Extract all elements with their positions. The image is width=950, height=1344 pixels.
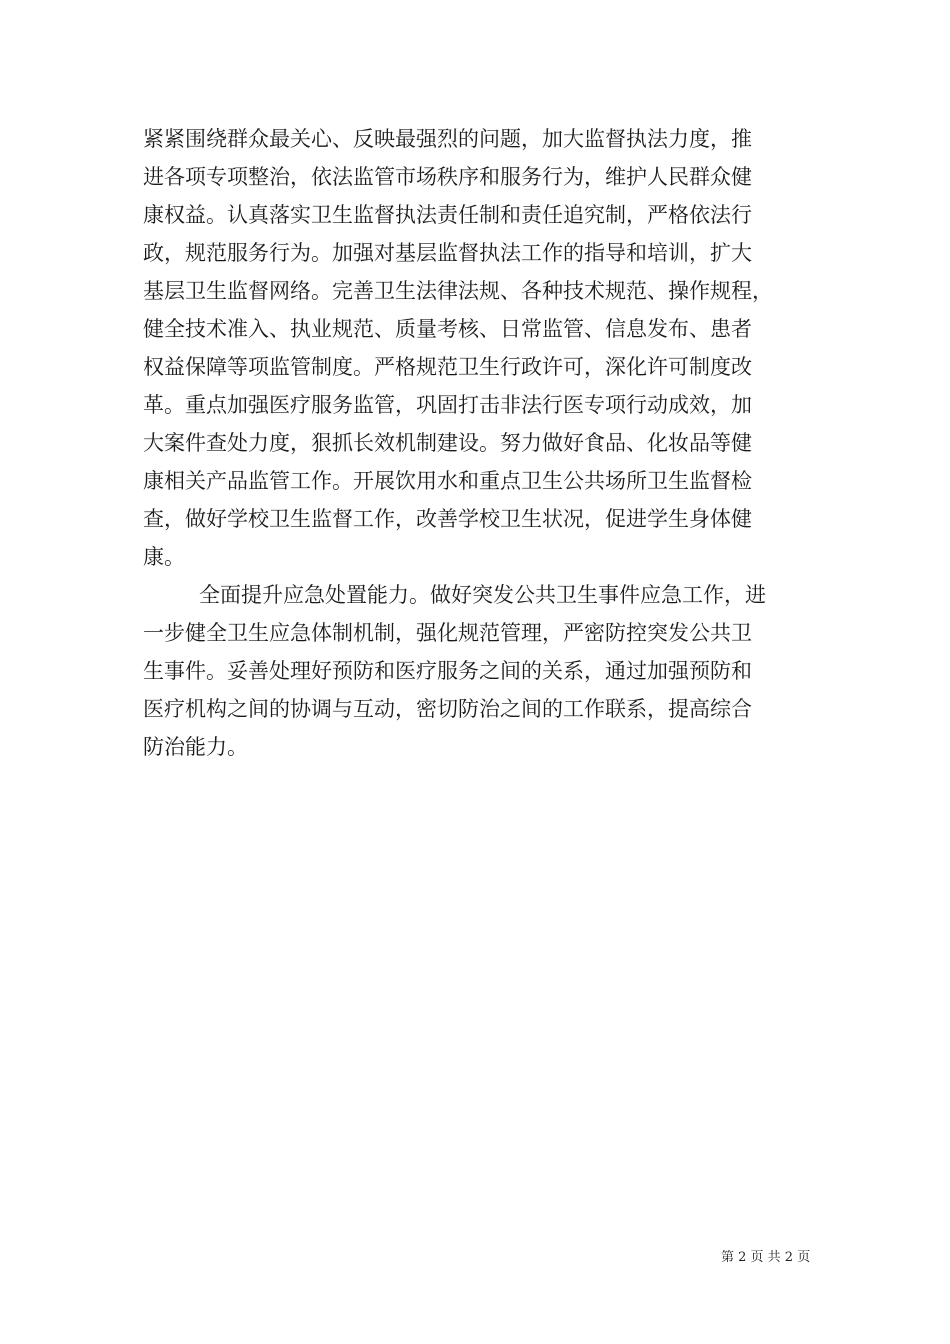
text-line: 全面提升应急处置能力。做好突发公共卫生事件应急工作，进 bbox=[199, 583, 766, 607]
text-line: 进各项专项整治，依法监管市场秩序和服务行为，维护人民群众健 bbox=[143, 165, 752, 189]
text-line: 大案件查处力度，狠抓长效机制建设。努力做好食品、化妆品等健 bbox=[143, 431, 752, 455]
text-line: 医疗机构之间的协调与互动，密切防治之间的工作联系，提高综合 bbox=[143, 697, 752, 721]
paragraph-2 bbox=[143, 576, 833, 766]
text-line: 健全技术准入、执业规范、质量考核、日常监管、信息发布、患者 bbox=[143, 317, 752, 341]
text-line: 防治能力。 bbox=[143, 735, 248, 759]
paragraph-1 bbox=[143, 120, 833, 576]
text-line: 一步健全卫生应急体制机制，强化规范管理，严密防控突发公共卫 bbox=[143, 621, 752, 645]
document-body bbox=[143, 120, 833, 766]
text-line: 革。重点加强医疗服务监管，巩固打击非法行医专项行动成效，加 bbox=[143, 393, 752, 417]
text-line: 政，规范服务行为。加强对基层监督执法工作的指导和培训，扩大 bbox=[143, 241, 752, 265]
page-number-footer: 第 2 页 共 2 页 bbox=[721, 1250, 811, 1265]
text-line: 查，做好学校卫生监督工作，改善学校卫生状况，促进学生身体健 bbox=[143, 507, 752, 531]
text-line: 权益保障等项监管制度。严格规范卫生行政许可，深化许可制度改 bbox=[143, 355, 752, 379]
text-line: 生事件。妥善处理好预防和医疗服务之间的关系，通过加强预防和 bbox=[143, 659, 752, 683]
text-line: 康权益。认真落实卫生监督执法责任制和责任追究制，严格依法行 bbox=[143, 203, 752, 227]
text-line: 紧紧围绕群众最关心、反映最强烈的问题，加大监督执法力度，推 bbox=[143, 127, 752, 151]
text-line: 康。 bbox=[143, 545, 185, 569]
text-line: 康相关产品监管工作。开展饮用水和重点卫生公共场所卫生监督检 bbox=[143, 469, 752, 493]
text-line: 基层卫生监督网络。完善卫生法律法规、各种技术规范、操作规程， bbox=[143, 279, 773, 303]
